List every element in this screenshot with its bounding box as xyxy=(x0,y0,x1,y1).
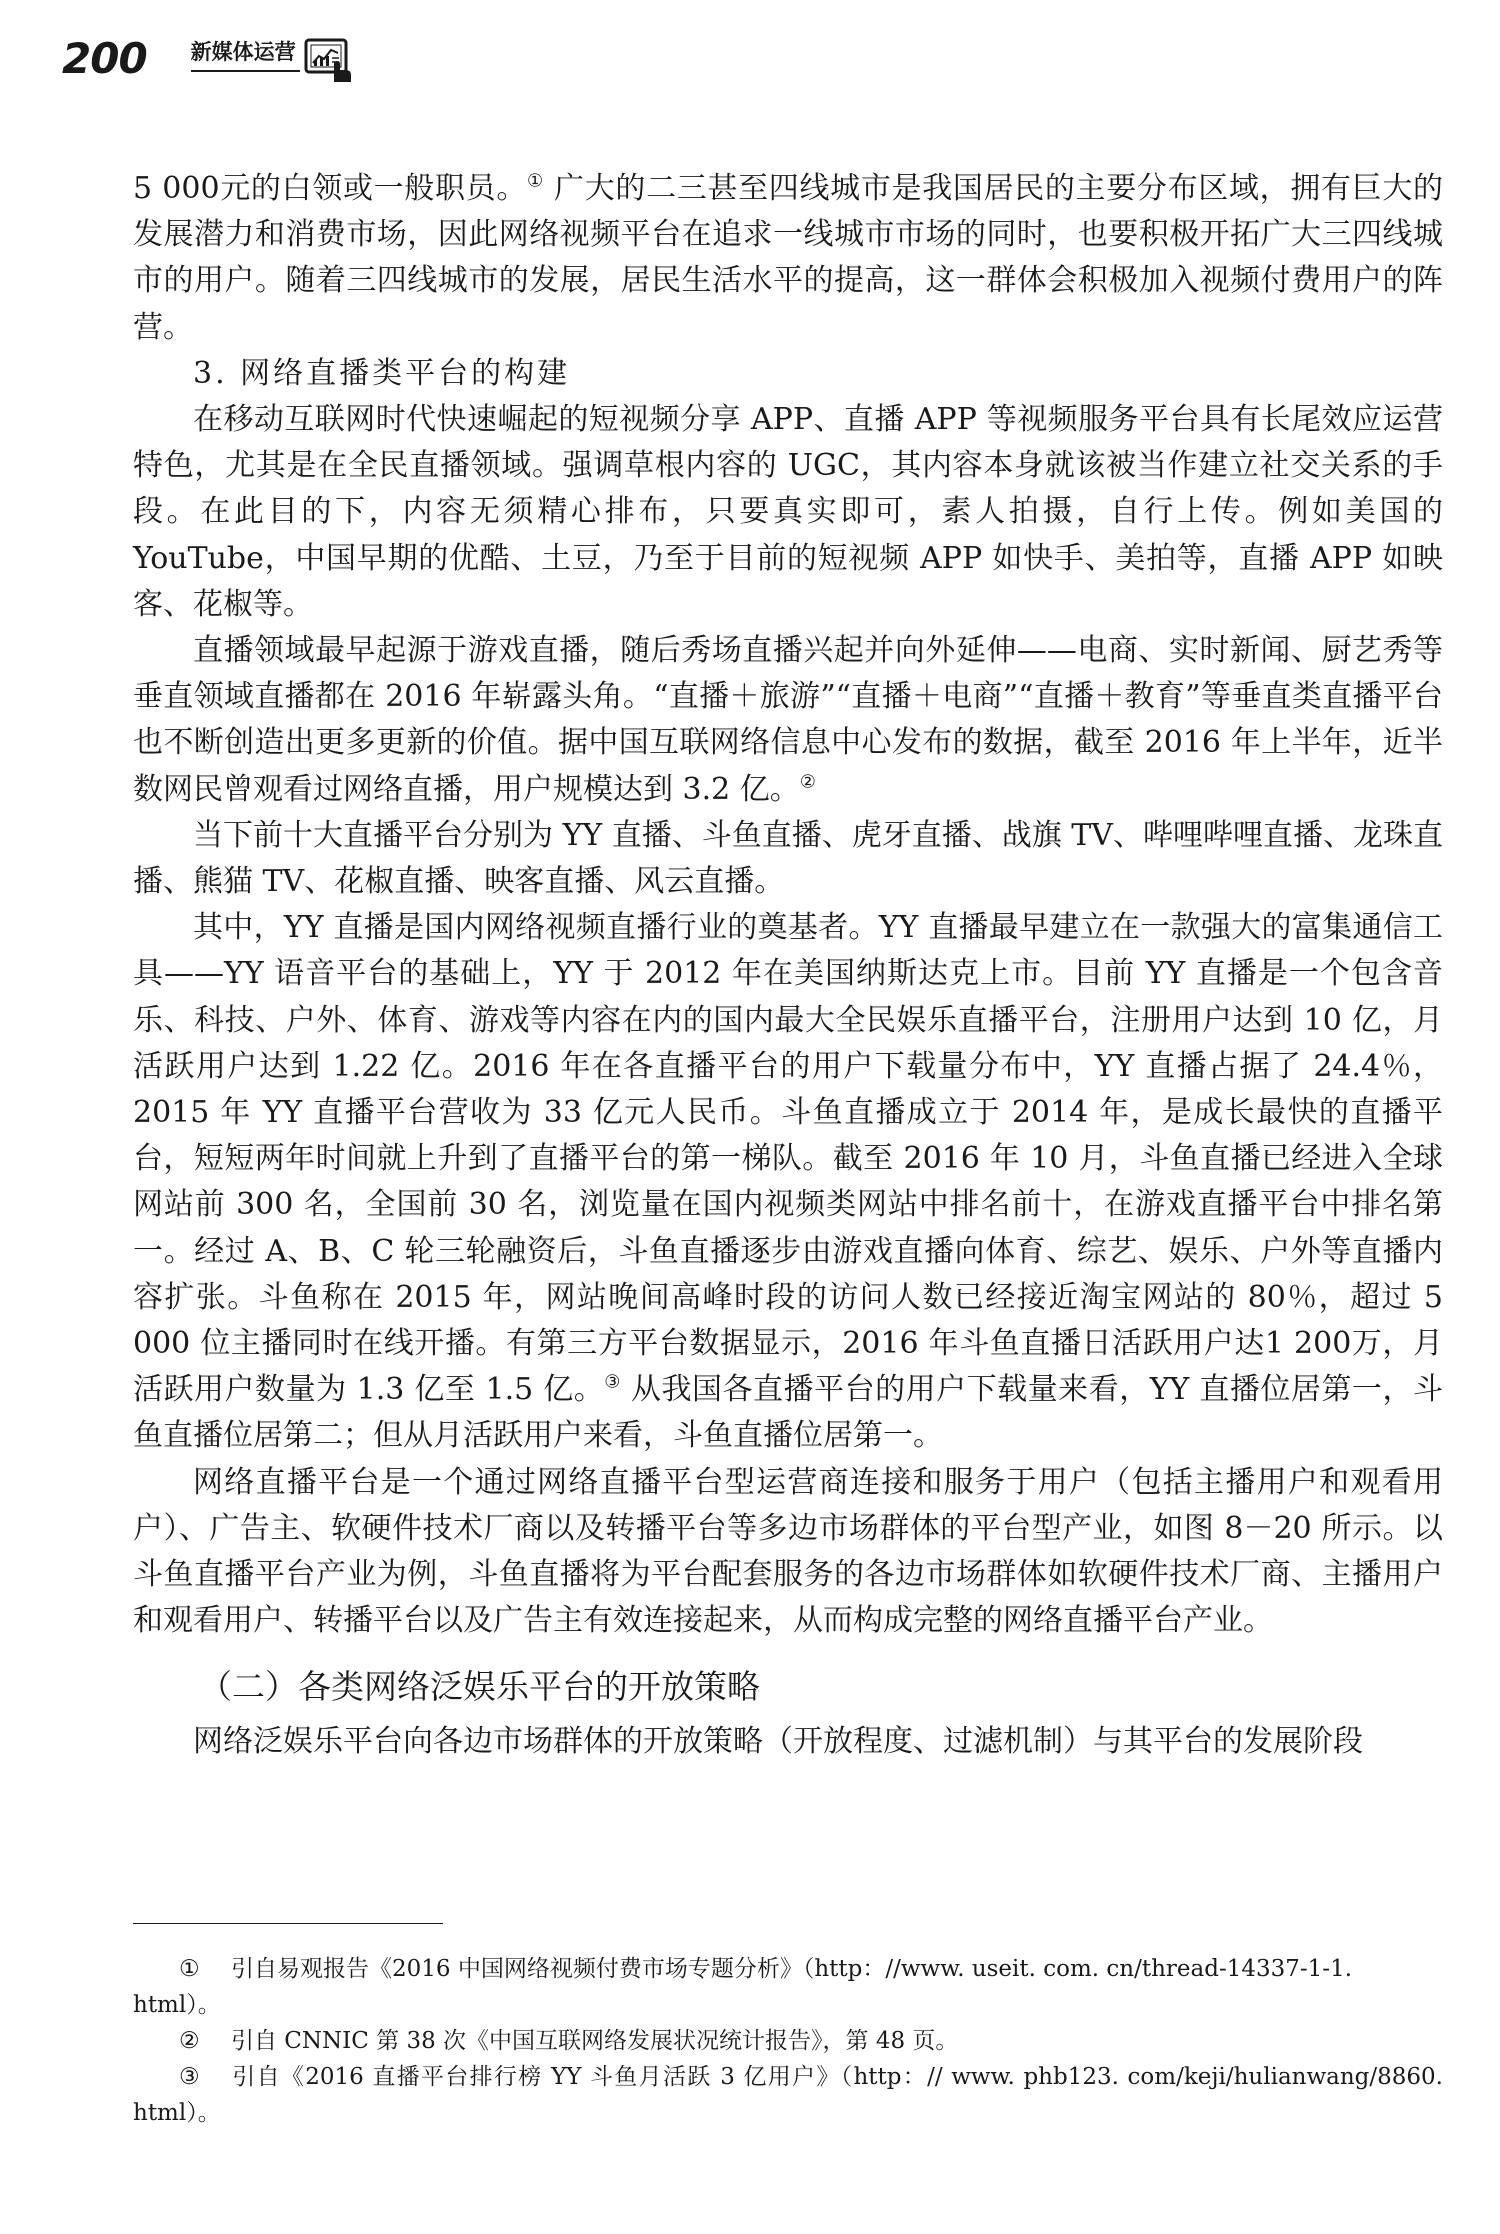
book-title: 新媒体运营 xyxy=(191,36,296,72)
page-number: 200 xyxy=(62,33,147,83)
footnote-ref[interactable]: ② xyxy=(799,770,816,792)
section-heading: （二）各类网络泛娱乐平台的开放策略 xyxy=(199,1666,760,1706)
footnotes xyxy=(133,1951,1443,2131)
paragraph: 在移动互联网时代快速崛起的短视频分享 APP、直播 APP 等视频服务平台具有长尾效应运营特色，尤其是在全民直播领域。强调草根内容的 UGC，其内容本身就该被当作建立社交关系的手段。在此目的下，内容无须精心排布，只要真实即可，素人拍摄，自行上传。例如美国的 YouTube，中国早期的优酷、土豆，乃至于目前的短视频 APP 如快手、美拍等，直播 APP 如映客、花椒等。 xyxy=(133,402,1443,622)
tablet-chart-hand-icon xyxy=(304,34,356,88)
footnote-1 xyxy=(133,1951,1443,2023)
paragraph xyxy=(133,166,1443,351)
footnote-marker: ③ xyxy=(179,2064,200,2090)
paragraph xyxy=(133,628,1443,813)
footnote-divider xyxy=(133,1923,443,1924)
footnote-text: 引自易观报告《2016 中国网络视频付费市场专题分析》（http：//www. useit. com. cn/thread-14337-1-1. html）。 xyxy=(133,1956,1353,2018)
paragraph-text: 直播领域最早起源于游戏直播，随后秀场直播兴起并向外延伸——电商、实时新闻、厨艺秀等垂直领域直播都在 2016 年崭露头角。“直播＋旅游”“直播＋电商”“直播＋教育”等垂直类直播平台也不断创造出更多更新的价值。据中国互联网络信息中心发布的数据，截至 2016 年上半年，近半数网民曾观看过网络直播，用户规模达到 3.2 亿。 xyxy=(133,633,1443,807)
footnote-3 xyxy=(133,2059,1443,2131)
paragraph: 当下前十大直播平台分别为 YY 直播、斗鱼直播、虎牙直播、战旗 TV、哔哩哔哩直播、龙珠直播、熊猫 TV、花椒直播、映客直播、风云直播。 xyxy=(133,817,1443,900)
paragraph-text: 其中，YY 直播是国内网络视频直播行业的奠基者。YY 直播最早建立在一款强大的富集通信工具——YY 语音平台的基础上，YY 于 2012 年在美国纳斯达克上市。目前 YY 直播是一个包含音乐、科技、户外、体育、游戏等内容在内的国内最大全民娱乐直播平台，注册用户达到 10 亿，月活跃用户达到 1.22 亿。2016 年在各直播平台的用户下载量分布中，YY 直播占据了 24.4％，2015 年 YY 直播平台营收为 33 亿元人民币。斗鱼直播成立于 2014 年，是成长最快的直播平台，短短两年时间就上升到了直播平台的第一梯队。截至 2016 年 10 月，斗鱼直播已经进入全球网站前 300 名，全国前 30 名，浏览量在国内视频类网站中排名前十，在游戏直播平台中排名第一。经过 A、B、C 轮三轮融资后，斗鱼直播逐步由游戏直播向体育、综艺、娱乐、户外等直播内容扩张。斗鱼称在 2015 年，网站晚间高峰时段的访问人数已经接近淘宝网站的 80％，超过 5 000 位主播同时在线开播。有第三方平台数据显示，2016 年斗鱼直播日活跃用户达1 200万，月活跃用户数量为 1.3 亿至 1.5 亿。 xyxy=(133,910,1443,1408)
subsection-heading: 3. 网络直播类平台的构建 xyxy=(193,355,571,391)
paragraph-text: 5 000元的白领或一般职员。 xyxy=(133,171,528,206)
footnote-text: 引自《2016 直播平台排行榜 YY 斗鱼月活跃 3 亿用户》（http：// www. phb123. com/keji/hulianwang/8860. html）。 xyxy=(133,2064,1443,2126)
footnote-marker: ① xyxy=(179,1956,200,1982)
footnote-ref[interactable]: ③ xyxy=(604,1371,621,1393)
paragraph: 网络直播平台是一个通过网络直播平台型运营商连接和服务于用户（包括主播用户和观看用户）、广告主、软硬件技术厂商以及转播平台等多边市场群体的平台型产业，如图 8－20 所示。以斗鱼直播平台产业为例，斗鱼直播将为平台配套服务的各边市场群体如软硬件技术厂商、主播用户和观看用户、转播平台以及广告主有效连接起来，从而构成完整的网络直播平台产业。 xyxy=(133,1464,1443,1639)
paragraph-text: 从我国各直播平台的用户下载量来看，YY 直播位居第一，斗鱼直播位居第二；但从月活跃用户来看，斗鱼直播位居第一。 xyxy=(133,1372,1443,1454)
paragraph xyxy=(133,905,1443,1459)
footnote-2 xyxy=(133,2023,1443,2059)
footnote-text: 引自 CNNIC 第 38 次《中国互联网络发展状况统计报告》，第 48 页。 xyxy=(231,2028,959,2054)
footnote-marker: ② xyxy=(179,2028,200,2054)
paragraph: 网络泛娱乐平台向各边市场群体的开放策略（开放程度、过滤机制）与其平台的发展阶段 xyxy=(193,1723,1363,1759)
running-header xyxy=(62,28,356,88)
main-text xyxy=(133,166,1443,1765)
paragraph-text: 广大的二三甚至四线城市是我国居民的主要分布区域，拥有巨大的发展潜力和消费市场，因此网络视频平台在追求一线城市市场的同时，也要积极开拓广大三四线城市的用户。随着三四线城市的发展，居民生活水平的提高，这一群体会积极加入视频付费用户的阵营。 xyxy=(133,171,1444,345)
footnote-ref[interactable]: ① xyxy=(527,170,544,192)
